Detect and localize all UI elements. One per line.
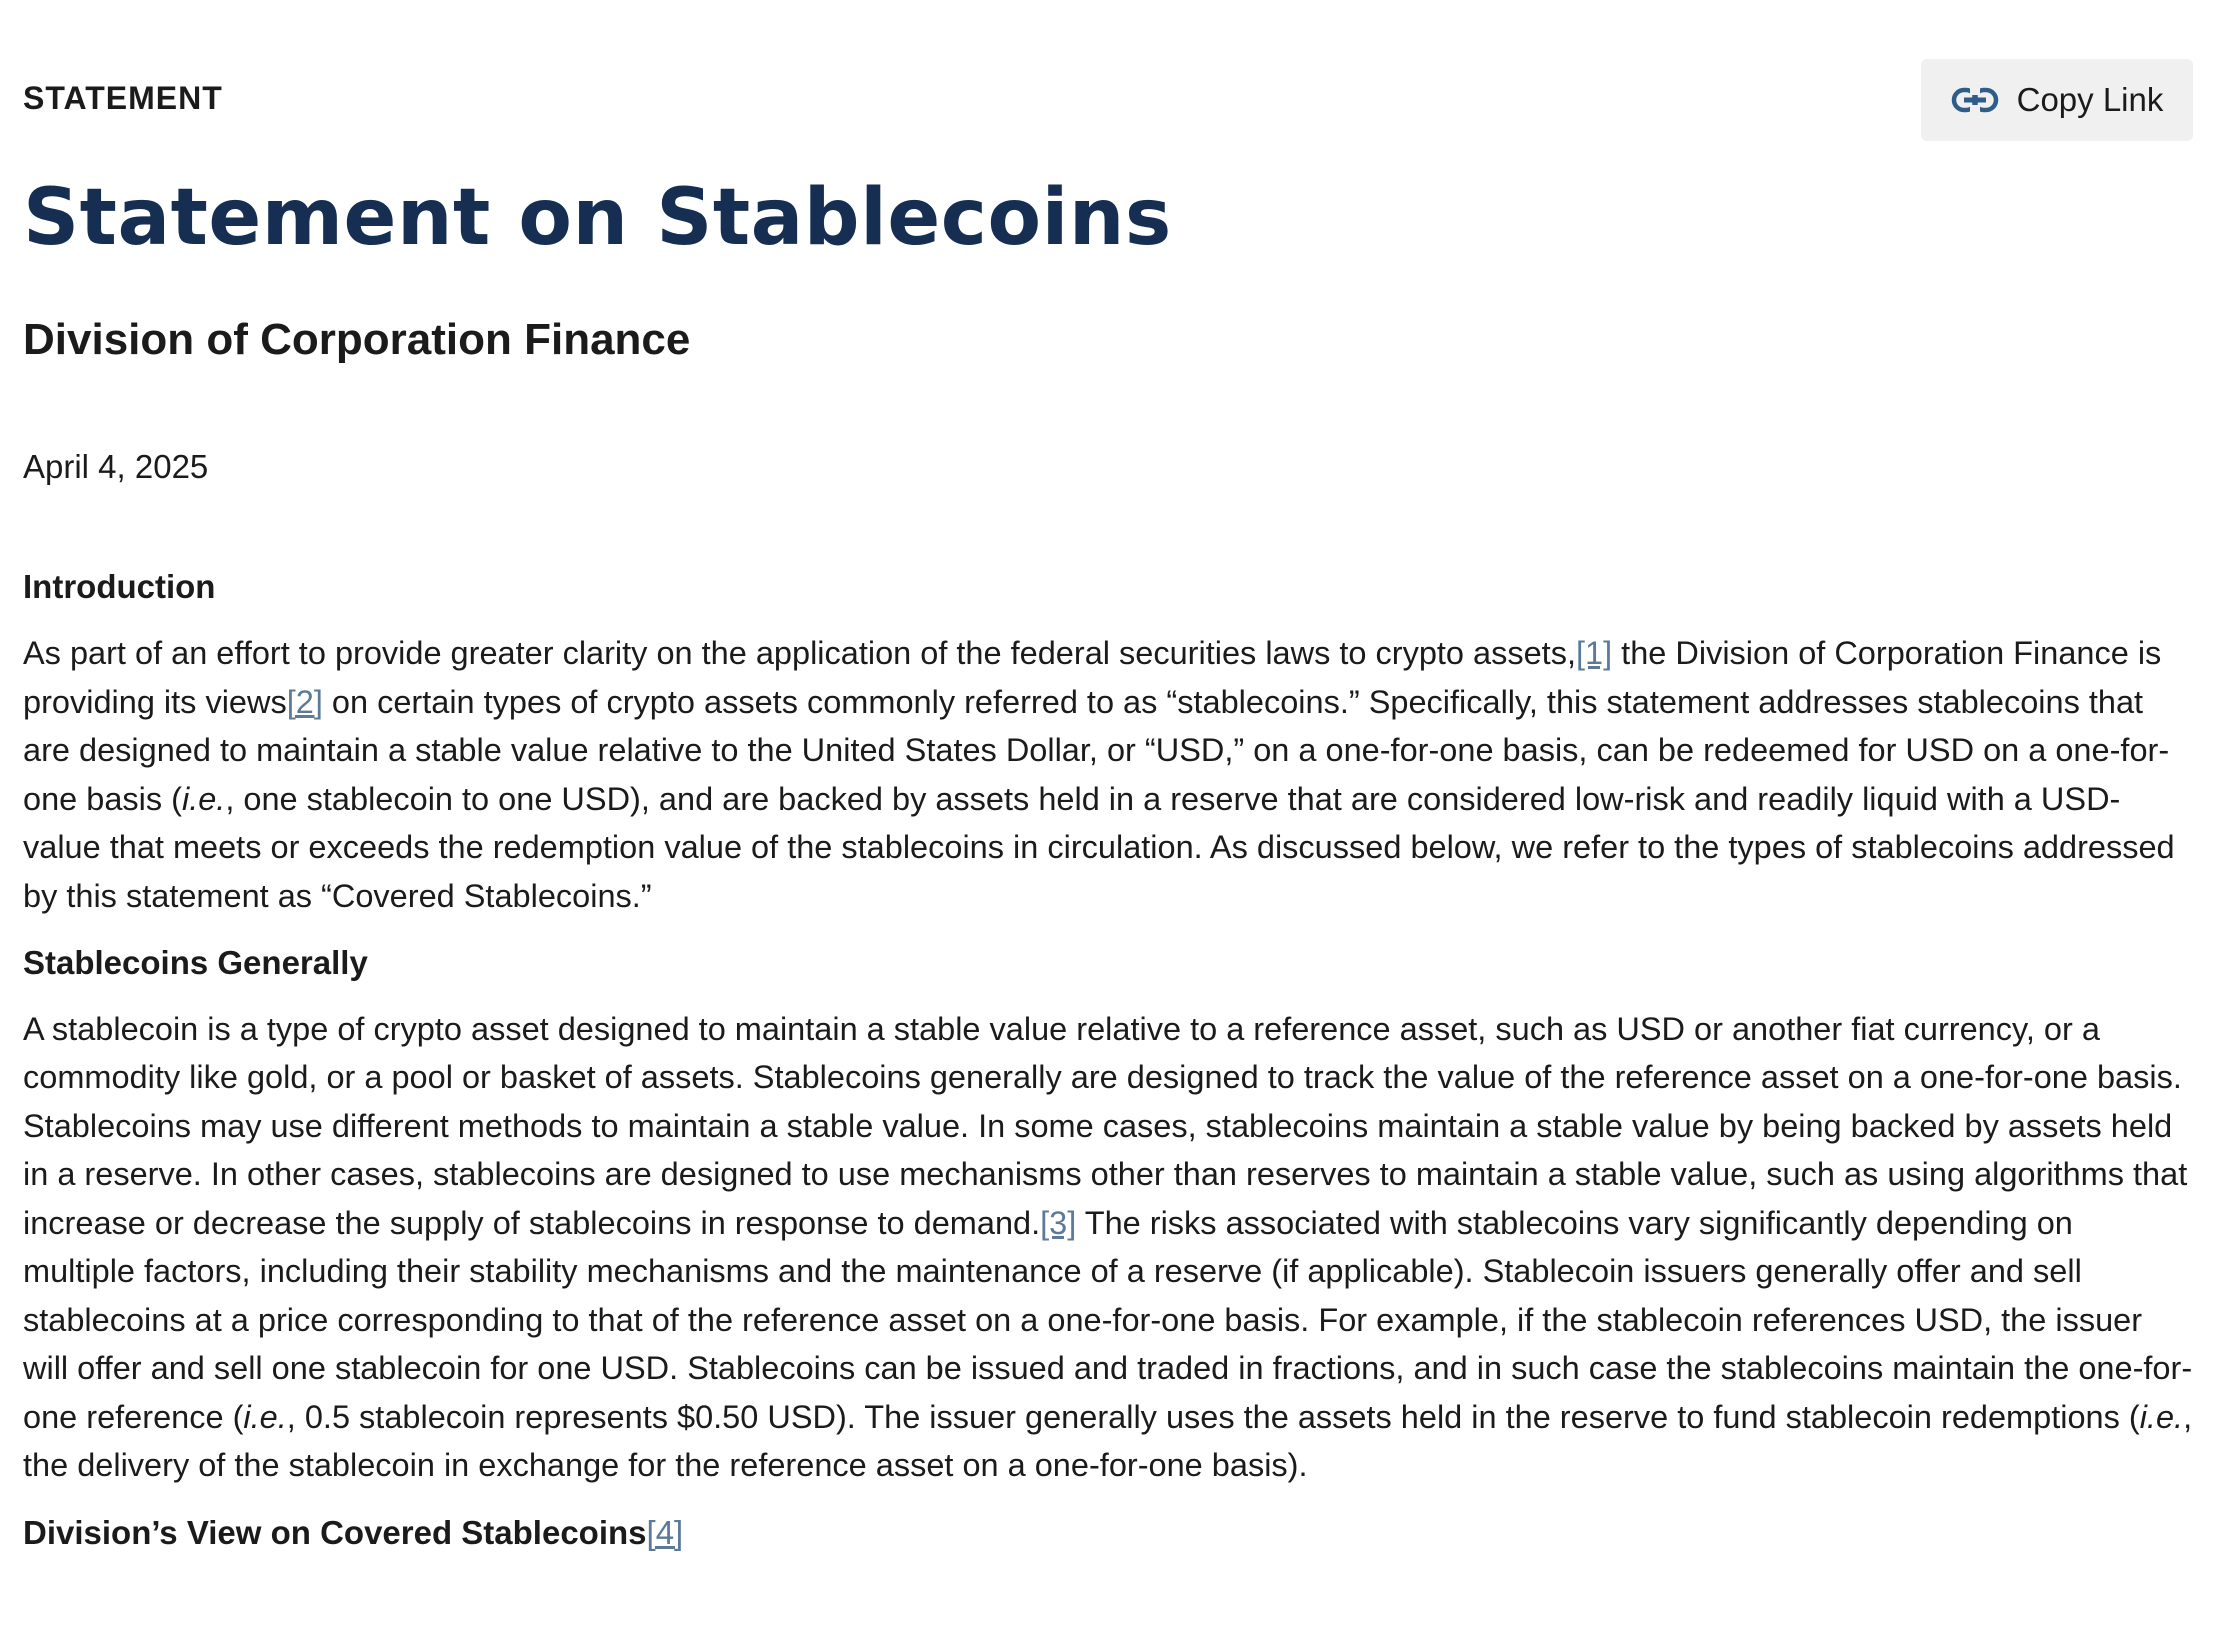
text-segment: the Division of Corporation Finance is providing its views [23, 635, 2162, 720]
text-segment: , one stablecoin to one USD), and are backed by assets held in a reserve that are considered low-risk and readily liquid with a USD-value that meets or exceeds the redemption value of the stablecoins in circulation. As discussed below, we refer to the types of stablecoins addressed by this statement as “Covered Stablecoins.” [23, 780, 2175, 914]
text-segment: The risks associated with stablecoins vary significantly depending on multiple factors, including their stability mechanisms and the maintenance of a reserve (if applicable). Stablecoin issuers generally offer and sell stablecoins at a price corresponding to that of the reference asset on a one-for-one basis. For example, if the stablecoin references USD, the issuer will offer and sell one stablecoin for one USD. Stablecoins can be issued and traded in fractions, and in such case the stablecoins maintain the one-for-one reference ( [23, 1204, 2193, 1435]
page-subtitle: Division of Corporation Finance [23, 314, 691, 364]
publish-date: April 4, 2025 [23, 447, 209, 485]
footnote-link-2[interactable]: [2] [286, 683, 323, 720]
ie-abbrev: i.e. [243, 1398, 287, 1435]
stablecoins-generally-paragraph [23, 1005, 2193, 1490]
link-icon [1951, 86, 1999, 114]
section-heading-introduction: Introduction [23, 568, 216, 606]
copy-link-button[interactable] [1921, 59, 2193, 141]
footnote-link-4[interactable]: [4] [646, 1513, 684, 1551]
section-heading-text: Division’s View on Covered Stablecoins [23, 1513, 647, 1551]
content-type-label: STATEMENT [23, 80, 223, 116]
text-segment: , the delivery of the stablecoin in exchange for the reference asset on a one-for-one basis). [23, 1398, 2193, 1484]
section-heading-divisions-view [23, 1512, 2193, 1555]
statement-page [23, 0, 2193, 1555]
section-heading-stablecoins-generally: Stablecoins Generally [23, 944, 368, 982]
footnote-link-1[interactable]: [1] [1576, 635, 1613, 672]
page-header [23, 0, 2193, 150]
footnote-link-3[interactable]: [3] [1040, 1204, 1077, 1241]
intro-paragraph [23, 629, 2193, 920]
text-segment: A stablecoin is a type of crypto asset designed to maintain a stable value relative to a reference asset, such as USD or another fiat currency, or a commodity like gold, or a pool or basket of assets. Stablecoins generally are designed to track the value of the reference asset on a one-for-one basis. Stablecoins may use different methods to maintain a stable value. In some cases, stablecoins maintain a stable value by being backed by assets held in a reserve. In other cases, stablecoins are designed to use mechanisms other than reserves to maintain a stable value, such as using algorithms that increase or decrease the supply of stablecoins in response to demand. [23, 1010, 2188, 1241]
ie-abbrev: i.e. [181, 780, 226, 817]
ie-abbrev: i.e. [2139, 1398, 2184, 1435]
text-segment: , 0.5 stablecoin represents $0.50 USD). The issuer generally uses the assets held in the reserve to fund stablecoin redemptions ( [286, 1398, 2140, 1435]
text-segment: As part of an effort to provide greater clarity on the application of the federal securities laws to crypto assets, [23, 635, 1576, 672]
copy-link-label: Copy Link [2016, 81, 2164, 118]
page-title: Statement on Stablecoins [23, 173, 1172, 263]
text-segment: on certain types of crypto assets commonly referred to as “stablecoins.” Specifically, this statement addresses stablecoins that are designed to maintain a stable value relative to the United States Dollar, or “USD,” on a one-for-one basis, can be redeemed for USD on a one-for-one basis ( [23, 683, 2170, 817]
